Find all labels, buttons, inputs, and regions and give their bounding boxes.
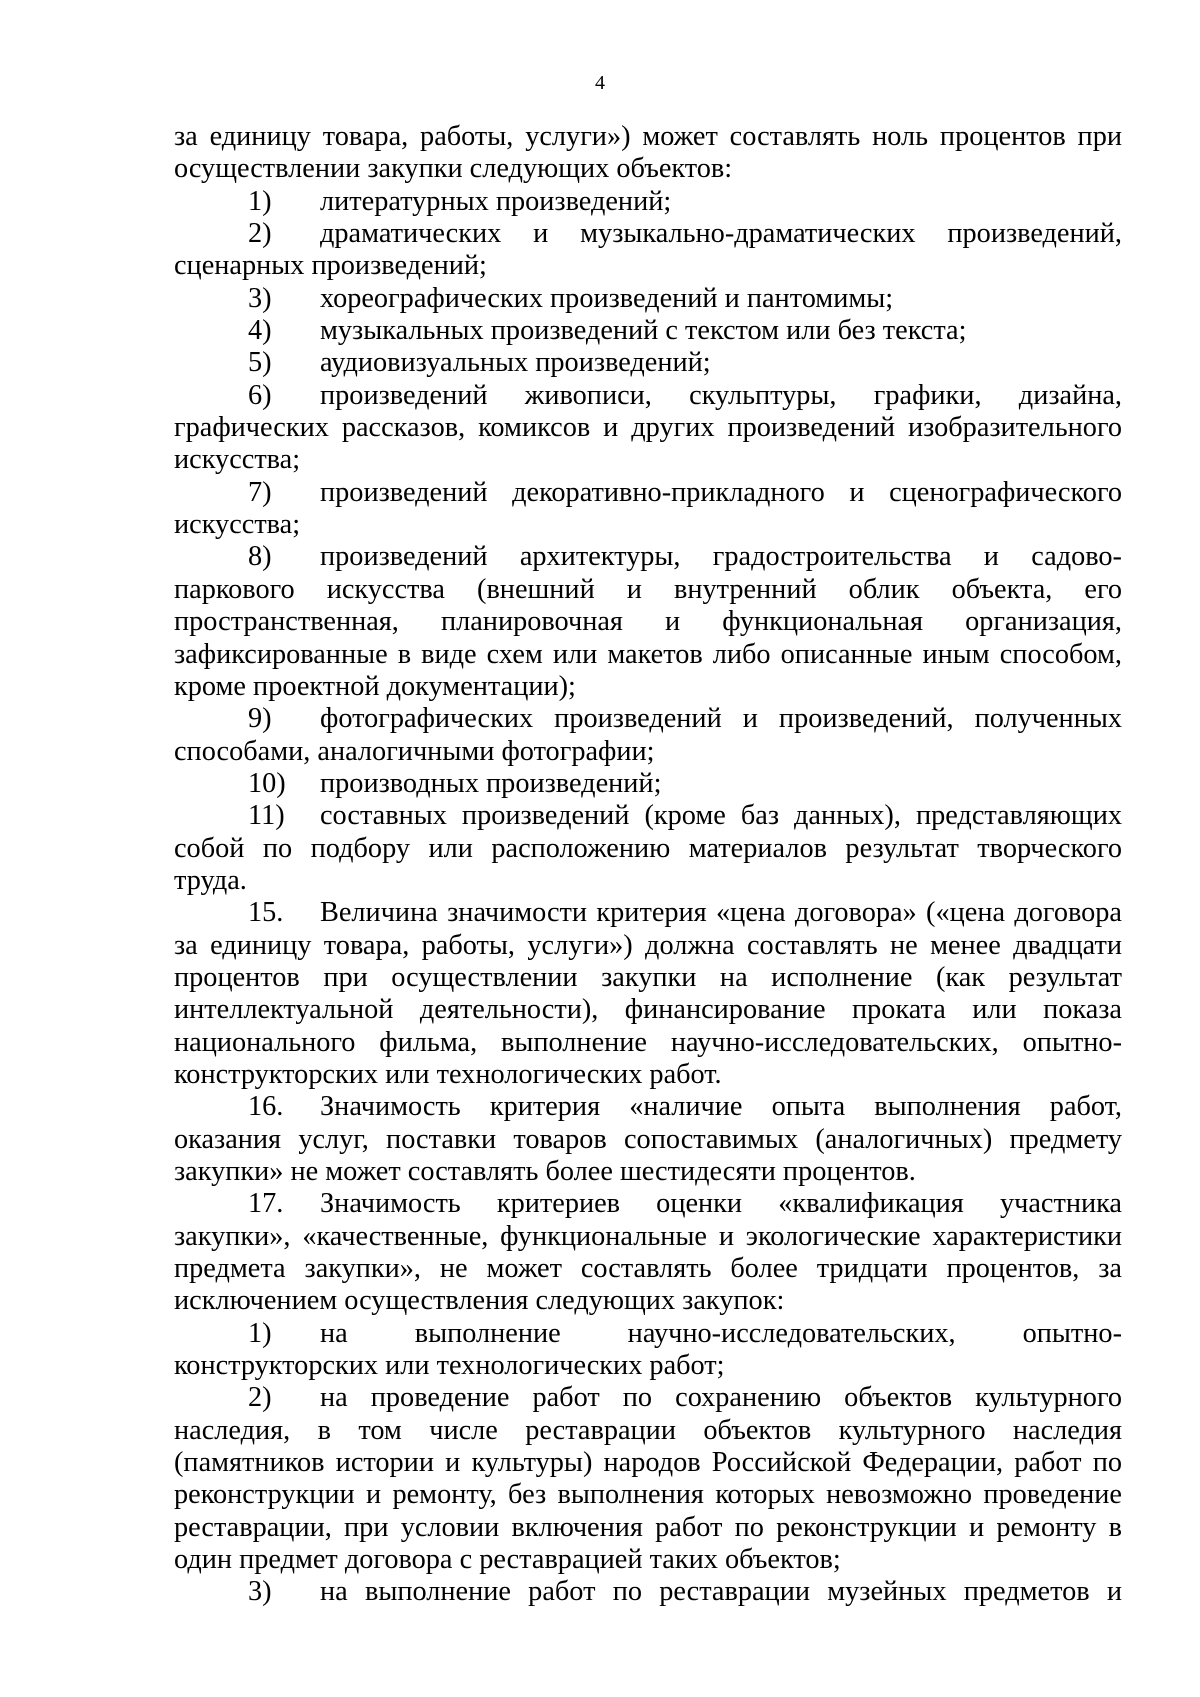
item-text: музыкальных произведений с текстом или без текста; (320, 315, 967, 347)
clause-number: 17. (248, 1188, 284, 1220)
item-number: 6) (248, 379, 272, 411)
paragraph-text: за единицу товара, работы, услуги») может составлять ноль процентов при осуществлении закупки следующих объектов: (174, 121, 1122, 185)
page-number: 4 (595, 72, 605, 94)
clause-text: Величина значимости критерия «цена договора» («цена договора за единицу товара, работы, услуги») должна составлять не менее двадцати процентов при осуществлении закупки на исполнение (как результат интеллектуальной деятельности), финансирование проката или показа национального фильма, выполнение научно-исследовательских, опытно-конструкторских или технологических работ. (174, 897, 1122, 1090)
list-item (174, 186, 1122, 218)
list-item (174, 703, 1122, 768)
item-text: произведений декоративно-прикладного и сценографического искусства; (174, 476, 1122, 541)
item-number: 4) (248, 315, 272, 347)
item-number: 8) (248, 541, 272, 573)
item-number: 11) (248, 800, 285, 832)
numbered-clause (174, 1188, 1122, 1317)
item-text: литературных произведений; (320, 185, 672, 217)
clause-number: 16. (248, 1091, 284, 1123)
item-number: 7) (248, 476, 272, 508)
numbered-clause (174, 1091, 1122, 1188)
list-item (174, 800, 1122, 897)
list-item (174, 1382, 1122, 1576)
list-item (174, 283, 1122, 315)
item-number: 9) (248, 703, 272, 735)
list-item (174, 380, 1122, 477)
item-text: на проведение работ по сохранению объектов культурного наследия, в том числе реставрации объектов культурного наследия (памятников истории и культуры) народов Российской Федерации, работ по реконструкции и ремонту, без выполнения которых невозможно проведение реставрации, при условии включения работ по реконструкции и ремонту в один предмет договора с реставрацией таких объектов; (174, 1382, 1122, 1576)
numbered-clause (174, 897, 1122, 1091)
list-item (174, 1576, 1122, 1608)
list-item (174, 1318, 1122, 1383)
item-number: 5) (248, 347, 272, 379)
item-text: на выполнение работ по реставрации музейных предметов и (320, 1576, 1122, 1608)
clause-text: Значимость критериев оценки «квалификация участника закупки», «качественные, функциональные и экологические характеристики предмета закупки», не может составлять более тридцати процентов, за исключением осуществления следующих закупок: (174, 1188, 1122, 1317)
list-item (174, 477, 1122, 542)
item-number: 3) (248, 1576, 272, 1608)
clause-text: Значимость критерия «наличие опыта выполнения работ, оказания услуг, поставки товаров сопоставимых (аналогичных) предмету закупки» не может составлять более шестидесяти процентов. (174, 1091, 1122, 1187)
list-item (174, 218, 1122, 283)
item-number: 2) (248, 218, 272, 250)
item-text: фотографических произведений и произведений, полученных способами, аналогичными фотографии; (174, 703, 1122, 767)
item-text: произведений живописи, скульптуры, графики, дизайна, графических рассказов, комиксов и других произведений изобразительного искусства; (174, 379, 1122, 476)
item-number: 3) (248, 282, 272, 314)
item-text: хореографических произведений и пантомимы; (320, 282, 894, 314)
item-text: производных произведений; (320, 767, 662, 799)
item-text: на выполнение научно-исследовательских, опытно-конструкторских или технологических работ; (174, 1317, 1122, 1382)
list-item (174, 541, 1122, 703)
item-number: 1) (248, 185, 272, 217)
item-text: драматических и музыкально-драматических произведений, сценарных произведений; (174, 218, 1122, 282)
paragraph-continuation (174, 121, 1122, 186)
item-number: 1) (248, 1317, 272, 1349)
item-text: произведений архитектуры, градостроительства и садово-паркового искусства (внешний и внутренний облик объекта, его пространственная, планировочная и функциональная организация, зафиксированные в виде схем или макетов либо описанные иным способом, кроме проектной документации); (174, 541, 1122, 702)
item-text: составных произведений (кроме баз данных), представляющих собой по подбору или расположению материалов результат творческого труда. (174, 800, 1122, 896)
item-text: аудиовизуальных произведений; (320, 347, 711, 379)
item-number: 10) (248, 767, 286, 799)
clause-number: 15. (248, 897, 284, 929)
item-number: 2) (248, 1382, 272, 1414)
document-body (174, 121, 1122, 1609)
list-item (174, 768, 1122, 800)
list-item (174, 315, 1122, 347)
list-item (174, 347, 1122, 379)
